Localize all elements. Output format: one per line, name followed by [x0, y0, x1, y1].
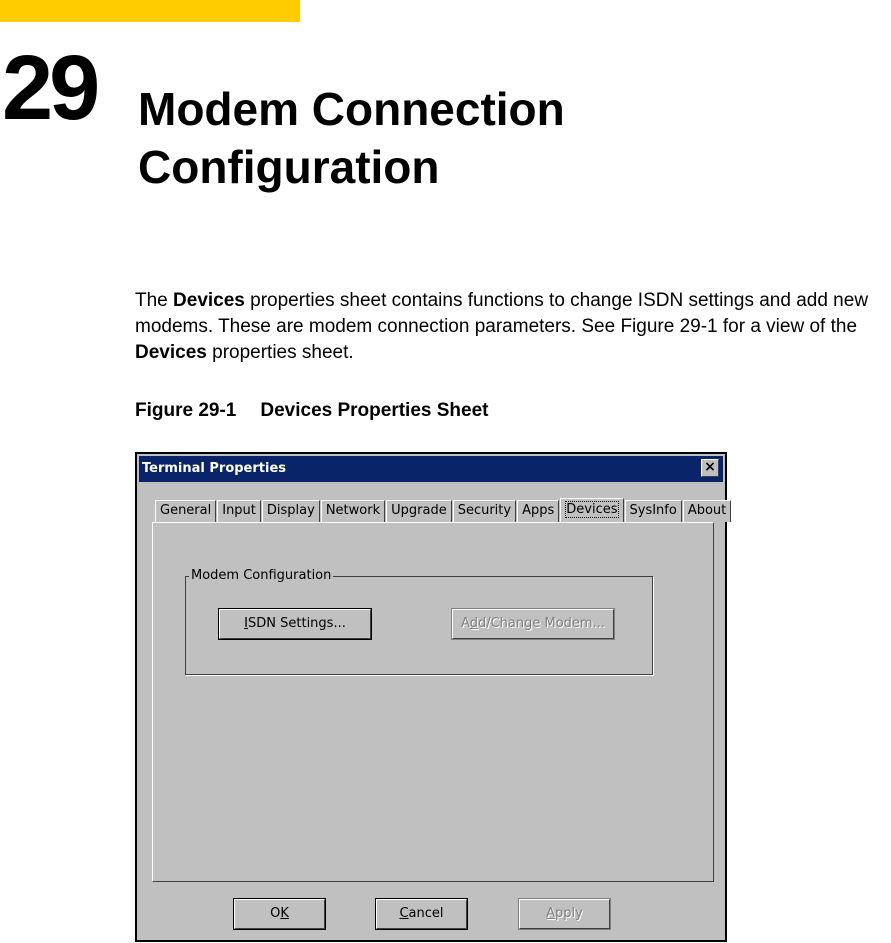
tab-sysinfo[interactable]	[625, 500, 682, 522]
tab-label: Network	[325, 503, 381, 518]
button-label: SDN Settings...	[248, 616, 346, 631]
modem-configuration-group	[185, 568, 653, 675]
button-label: O	[270, 906, 281, 921]
cancel-button[interactable]	[376, 899, 467, 929]
body-text-3: properties sheet.	[206, 342, 354, 363]
chapter-accent-bar	[0, 0, 300, 22]
tab-label: Display	[266, 503, 315, 518]
add-change-modem-button[interactable]	[452, 609, 614, 639]
dialog-title: Terminal Properties	[142, 461, 287, 476]
chapter-title-line2: Configuration	[138, 141, 440, 193]
close-icon: ×	[704, 459, 716, 475]
terminal-properties-dialog	[135, 452, 727, 942]
devices-tab-panel	[152, 522, 714, 882]
button-label: d/Change Modem...	[477, 616, 605, 631]
close-button[interactable]	[701, 459, 719, 477]
body-text-1: The	[135, 290, 174, 311]
body-text-2: properties sheet contains functions to change ISDN settings and add new modems. These are modem connection parameters. See Figure 29-1 for a view of the	[135, 290, 869, 337]
tab-label: About	[687, 503, 727, 518]
tab-input[interactable]	[217, 500, 261, 522]
tab-label: Upgrade	[391, 503, 447, 518]
tab-label: General	[160, 503, 212, 518]
tab-devices[interactable]	[560, 498, 623, 522]
chapter-title	[138, 80, 565, 196]
tab-general[interactable]	[155, 500, 216, 522]
tab-label: Devices	[566, 502, 618, 517]
dialog-titlebar[interactable]	[139, 456, 723, 482]
tab-apps[interactable]	[517, 500, 559, 522]
chapter-number: 29	[2, 37, 97, 139]
tab-about[interactable]	[683, 500, 731, 522]
figure-caption-text: Devices Properties Sheet	[260, 400, 489, 421]
body-bold-devices-2: Devices	[135, 342, 207, 363]
tab-network[interactable]	[321, 500, 385, 522]
tab-security[interactable]	[453, 500, 516, 522]
tab-upgrade[interactable]	[386, 500, 452, 522]
button-label: A	[461, 616, 470, 631]
body-bold-devices-1: Devices	[173, 290, 245, 311]
chapter-title-line1: Modem Connection	[138, 83, 565, 135]
tab-label: Input	[222, 503, 256, 518]
mnemonic: d	[469, 616, 478, 631]
mnemonic: I	[244, 616, 248, 631]
tab-display[interactable]	[262, 500, 320, 522]
isdn-settings-button[interactable]	[219, 609, 371, 639]
button-label: ancel	[408, 906, 444, 921]
tab-strip	[155, 498, 732, 522]
mnemonic: A	[546, 906, 556, 921]
figure-caption	[135, 400, 489, 422]
ok-button[interactable]	[234, 899, 325, 929]
figure-label: Figure 29-1	[135, 400, 237, 421]
group-label: Modem Configuration	[191, 568, 332, 583]
mnemonic: C	[399, 906, 409, 921]
tab-label: SysInfo	[629, 503, 677, 518]
apply-button[interactable]	[519, 899, 610, 929]
tab-label: Apps	[522, 503, 555, 518]
mnemonic: K	[280, 906, 289, 921]
button-label: pply	[555, 906, 583, 921]
tab-label: Security	[457, 503, 512, 518]
body-paragraph	[135, 288, 891, 366]
